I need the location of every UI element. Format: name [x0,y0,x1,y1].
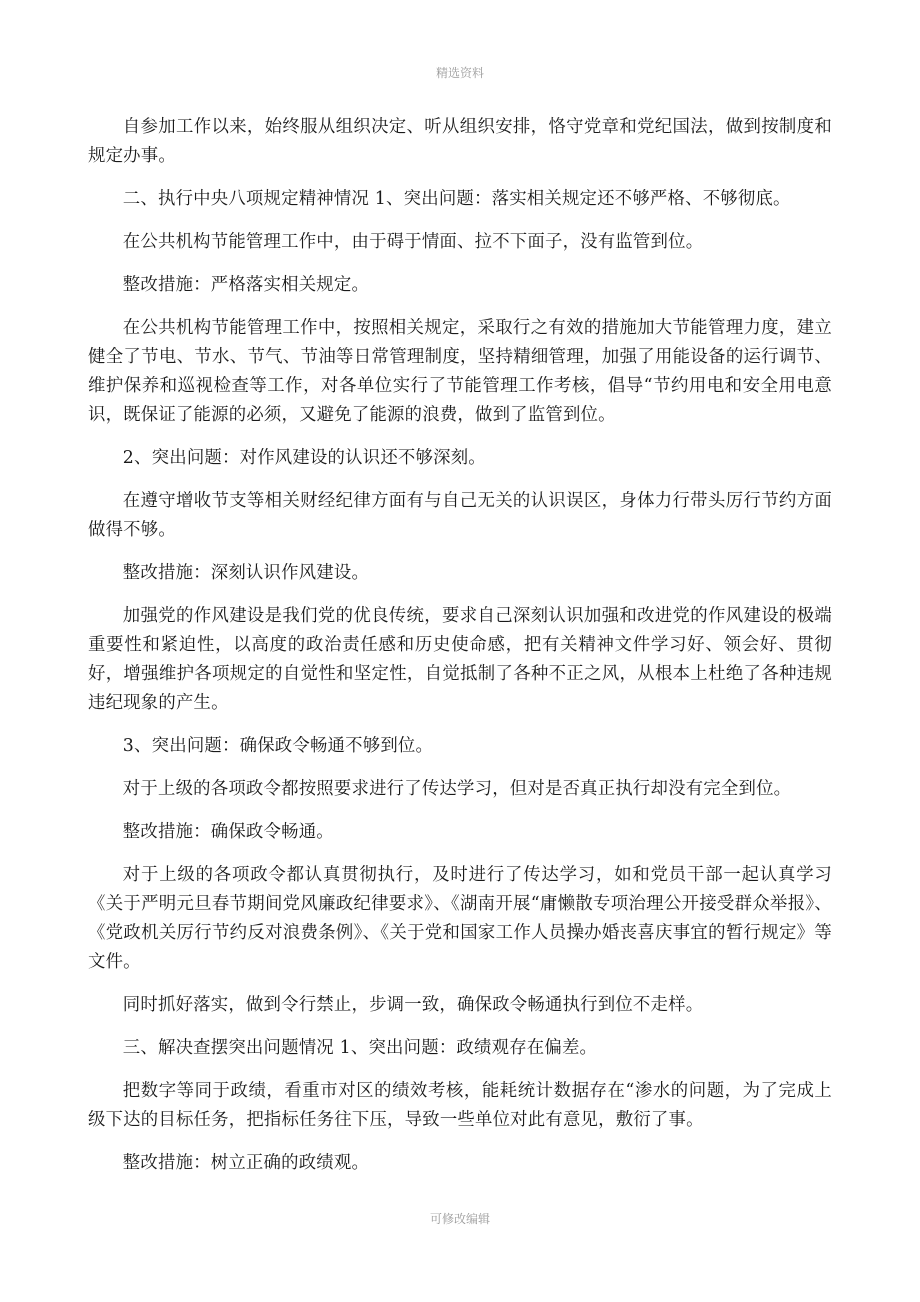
paragraph-6: 2、突出问题：对作风建设的认识还不够深刻。 [122,448,486,468]
paragraph-3: 在公共机构节能管理工作中，由于碍于情面、拉不下面子，没有监管到位。 [122,232,704,252]
page-footer: 可修改编辑 [429,1212,490,1226]
paragraph-1: 自参加工作以来，始终服从组织决定、听从组织安排，恪守党章和党纪国法，做到按制度和规定办事。 [88,117,832,166]
paragraph-8: 整改措施：深刻认识作风建设。 [122,563,370,583]
page-header: 精选资料 [435,66,484,80]
paragraph-10: 3、突出问题：确保政令畅通不够到位。 [122,736,434,756]
paragraph-11: 对于上级的各项政令都按照要求进行了传达学习，但对是否真正执行却没有完全到位。 [122,779,792,799]
paragraph-17: 整改措施：树立正确的政绩观。 [122,1153,370,1173]
document-body [88,113,832,1192]
paragraph-16: 把数字等同于政绩，看重市对区的绩效考核，能耗统计数据存在“渗水的问题，为了完成上级下达的目标任务，把指标任务往下压，导致一些单位对此有意见，敷衍了事。 [88,1081,832,1130]
paragraph-5: 在公共机构节能管理工作中，按照相关规定，采取行之有效的措施加大节能管理力度，建立健全了节电、节水、节气、节油等日常管理制度，坚持精细管理，加强了用能设备的运行调节、维护保养和巡视检查等工作，对各单位实行了节能管理工作考核，倡导“节约用电和安全用电意识，既保证了能源的必须，又避免了能源的浪费，做到了监管到位。 [88,318,832,425]
paragraph-4: 整改措施：严格落实相关规定。 [122,275,370,295]
paragraph-2: 二、执行中央八项规定精神情况 1、突出问题：落实相关规定还不够严格、不够彻底。 [122,189,791,209]
paragraph-13: 对于上级的各项政令都认真贯彻执行，及时进行了传达学习，如和党员干部一起认真学习《关于严明元旦春节期间党风廉政纪律要求》、《湖南开展“庸懒散专项治理公开接受群众举报》、《党政机关厉行节约反对浪费条例》、《关于党和国家工作人员操办婚丧喜庆事宜的暂行规定》等文件。 [88,865,832,972]
paragraph-9: 加强党的作风建设是我们党的优良传统，要求自己深刻认识加强和改进党的作风建设的极端重要性和紧迫性，以高度的政治责任感和历史使命感，把有关精神文件学习好、领会好、贯彻好，增强维护各项规定的自觉性和坚定性，自觉抵制了各种不正之风，从根本上杜绝了各种违规违纪现象的产生。 [88,606,832,713]
paragraph-7: 在遵守增收节支等相关财经纪律方面有与自己无关的认识误区，身体力行带头厉行节约方面做得不够。 [88,491,832,540]
paragraph-12: 整改措施：确保政令畅通。 [122,822,334,842]
paragraph-15: 三、解决查摆突出问题情况 1、突出问题：政绩观存在偏差。 [122,1038,598,1058]
paragraph-14: 同时抓好落实，做到令行禁止，步调一致，确保政令畅通执行到位不走样。 [122,995,704,1015]
